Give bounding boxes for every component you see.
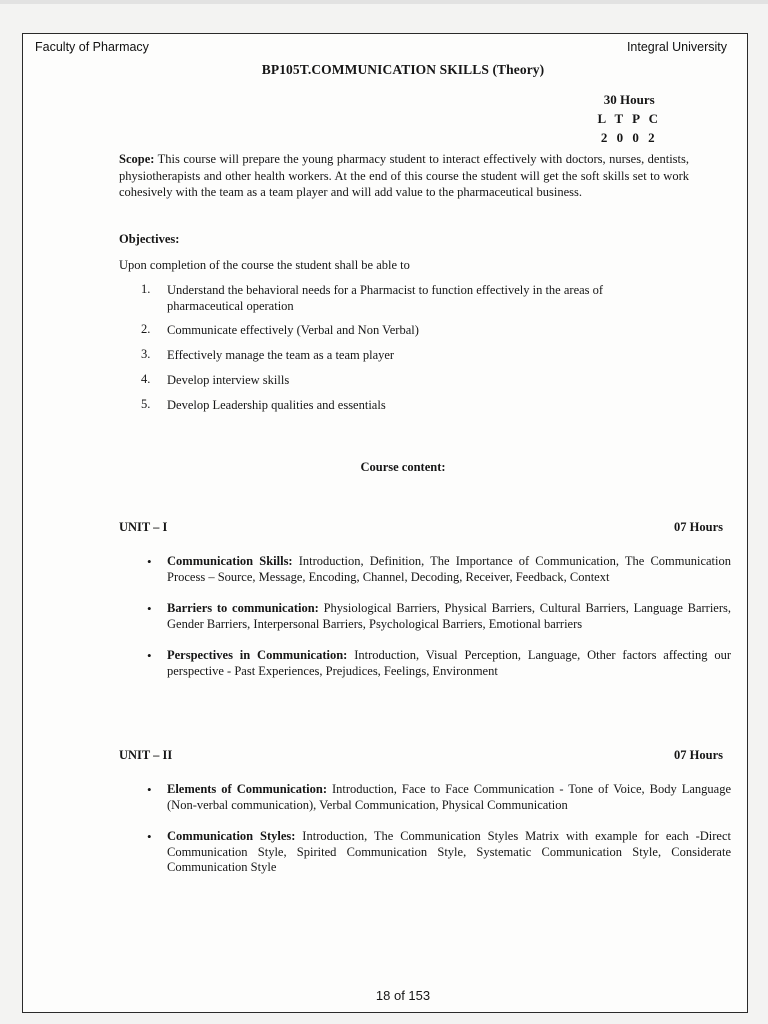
topic-text: Introduction, The Communication Styles Matrix with example for each -Direct Communication Style, Spirited Communication Style, Systematic Communication Style, Considerate Communication Style bbox=[167, 829, 731, 874]
topic-label: Elements of Communication: bbox=[167, 782, 327, 796]
objective-item bbox=[119, 322, 679, 338]
topic-label: Communication Skills: bbox=[167, 554, 293, 568]
objective-item bbox=[119, 372, 679, 388]
objective-text: Communicate effectively (Verbal and Non Verbal) bbox=[167, 323, 419, 337]
document-page bbox=[22, 33, 748, 1013]
objective-number: 5. bbox=[141, 397, 151, 411]
objective-number: 4. bbox=[141, 372, 151, 386]
unit-2-title: UNIT – II bbox=[119, 748, 173, 762]
objective-item bbox=[119, 282, 679, 314]
objectives-heading: Objectives: bbox=[119, 232, 180, 246]
header-university: Integral University bbox=[626, 40, 727, 54]
credits-block bbox=[597, 90, 661, 147]
topic-label: Perspectives in Communication: bbox=[167, 648, 348, 662]
objective-text: Develop Leadership qualities and essentials bbox=[167, 398, 386, 412]
unit-2-hours: 07 Hours bbox=[674, 748, 723, 762]
topic-item bbox=[119, 782, 731, 813]
objectives-intro: Upon completion of the course the student shall be able to bbox=[119, 258, 410, 272]
topic-text: Introduction, Definition, The Importance of Communication, The Communication Process – Source, Message, Encoding, Channel, Decoding, Receiver, Feedback, Context bbox=[167, 554, 731, 584]
page-number: 18 of 153 bbox=[375, 988, 431, 1003]
unit-2-topics bbox=[119, 782, 731, 876]
topic-label: Communication Styles: bbox=[167, 829, 296, 843]
objective-text: Understand the behavioral needs for a Pharmacist to function effectively in the areas of pharmaceutical operation bbox=[167, 283, 604, 313]
ltpc-values: 2 0 0 2 bbox=[600, 130, 658, 145]
bullet-icon: • bbox=[147, 601, 152, 616]
ltpc-label: L T P C bbox=[597, 111, 661, 126]
bullet-icon: • bbox=[147, 829, 152, 844]
topic-item bbox=[119, 554, 731, 585]
objective-number: 2. bbox=[141, 322, 151, 336]
topic-item bbox=[119, 829, 731, 876]
topic-text: Introduction, Face to Face Communication - Tone of Voice, Body Language (Non-verbal communication), Verbal Communication, Physical Communication bbox=[167, 782, 731, 812]
objective-text: Develop interview skills bbox=[167, 373, 290, 387]
scope-label: Scope: bbox=[119, 152, 155, 166]
objective-item bbox=[119, 397, 679, 413]
topic-label: Barriers to communication: bbox=[167, 601, 319, 615]
objective-text: Effectively manage the team as a team player bbox=[167, 348, 395, 362]
bullet-icon: • bbox=[147, 782, 152, 797]
objectives-list bbox=[119, 282, 679, 413]
course-content-heading: Course content: bbox=[360, 460, 446, 474]
objective-number: 3. bbox=[141, 347, 151, 361]
unit-1-hours: 07 Hours bbox=[674, 520, 723, 534]
topic-text: Introduction, Visual Perception, Language, Other factors affecting our perspective - Past Experiences, Prejudices, Feelings, Environment bbox=[167, 648, 731, 678]
objective-number: 1. bbox=[141, 282, 151, 296]
bullet-icon: • bbox=[147, 648, 152, 663]
scope-paragraph bbox=[119, 151, 689, 201]
header-faculty: Faculty of Pharmacy bbox=[35, 40, 149, 54]
unit-1-topics bbox=[119, 554, 731, 679]
bullet-icon: • bbox=[147, 554, 152, 569]
unit-1-title: UNIT – I bbox=[119, 520, 168, 534]
objective-item bbox=[119, 347, 679, 363]
topic-text: Physiological Barriers, Physical Barriers, Cultural Barriers, Language Barriers, Gender Barriers, Interpersonal Barriers, Psychological Barriers, Emotional barriers bbox=[167, 601, 731, 631]
scope-text: This course will prepare the young pharmacy student to interact effectively with doctors, nurses, dentists, physiotherapists and other health workers. At the end of this course the student will get the soft skills set to work cohesively with the team as a team player and will add value to the pharmaceutical business. bbox=[119, 152, 689, 199]
course-title: BP105T.COMMUNICATION SKILLS (Theory) bbox=[261, 62, 545, 77]
credit-hours: 30 Hours bbox=[603, 92, 655, 107]
topic-item bbox=[119, 648, 731, 679]
scan-top-edge bbox=[0, 0, 768, 4]
topic-item bbox=[119, 601, 731, 632]
